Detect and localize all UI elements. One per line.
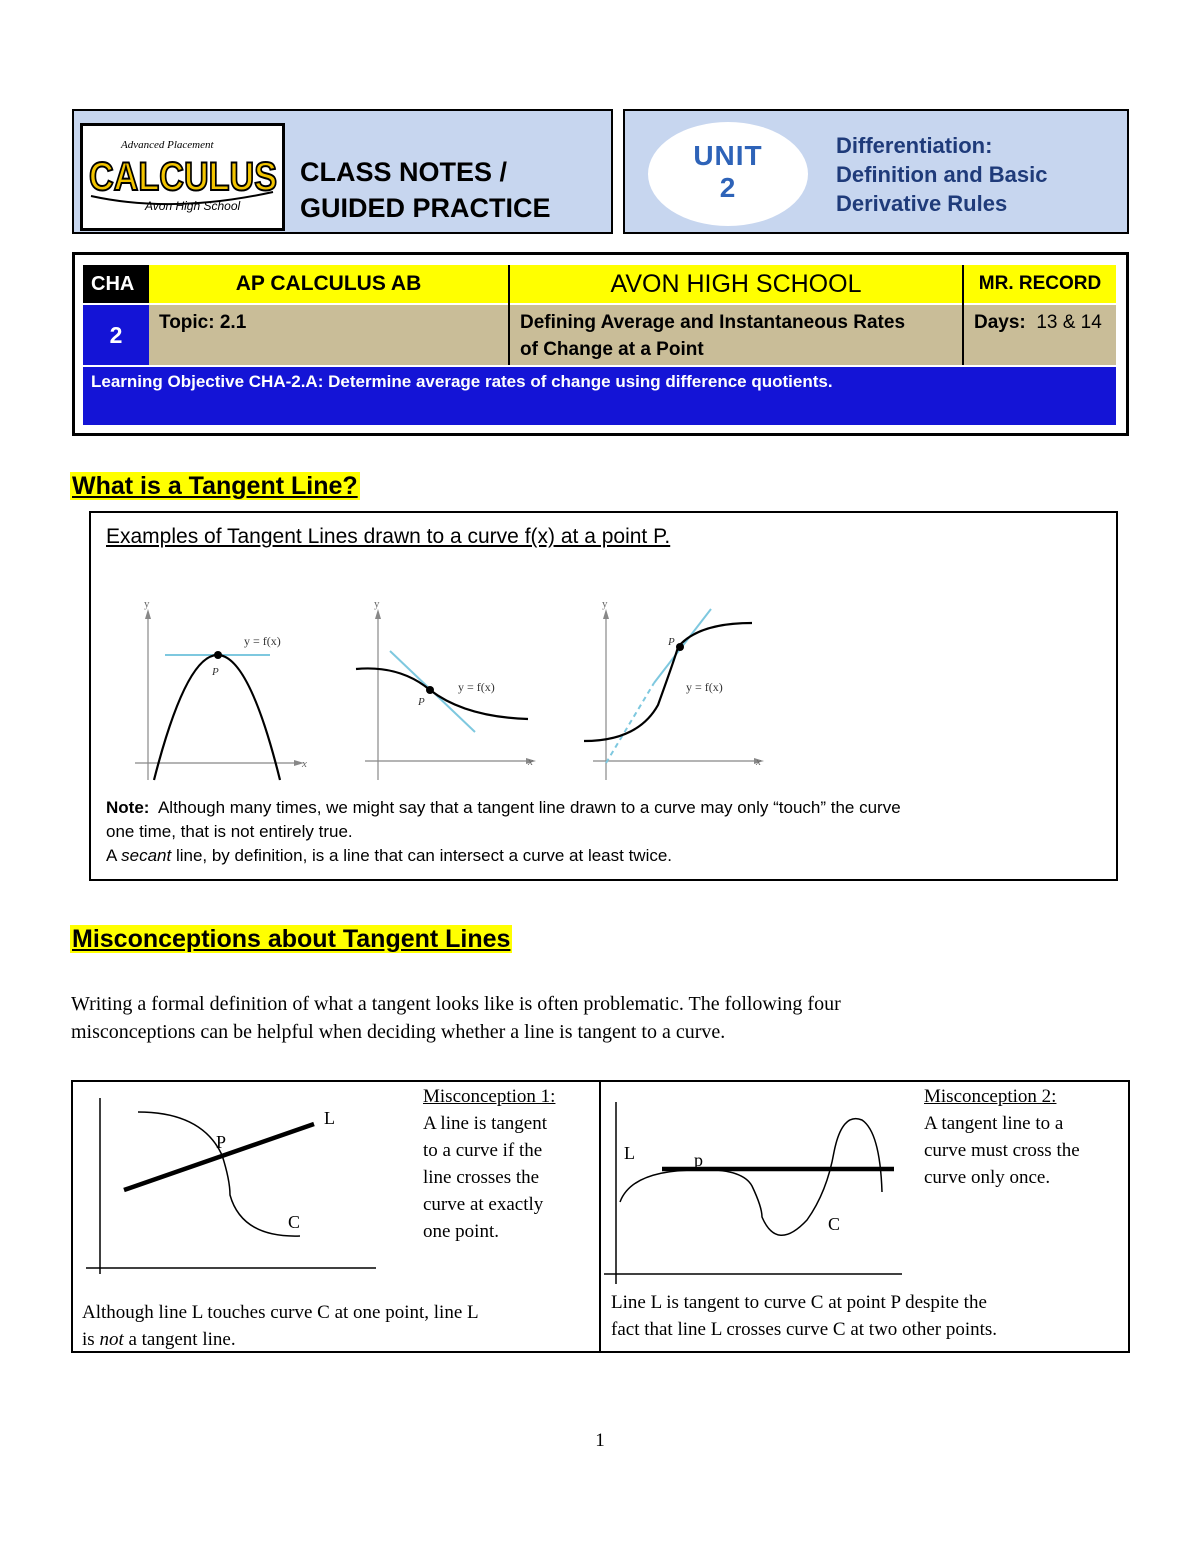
cha-number: 2 xyxy=(83,305,149,365)
curve-c xyxy=(138,1112,300,1236)
note-line2: one time, that is not entirely true. xyxy=(106,822,353,841)
label-l: L xyxy=(624,1143,635,1163)
tangent-graph-2 xyxy=(350,595,540,785)
intro-line1: Writing a formal definition of what a tangent looks like is often problematic. The following four xyxy=(71,993,841,1015)
school-name-text: AVON HIGH SCHOOL xyxy=(610,270,862,298)
misconceptions-divider xyxy=(599,1080,601,1353)
tangent-note xyxy=(106,796,1106,868)
course-info-table xyxy=(72,252,1129,436)
curve-c xyxy=(620,1119,882,1236)
section2-heading xyxy=(70,924,512,954)
note-text-1: Although many times, we might say that a tangent line drawn to a curve may only “touch” the curve xyxy=(157,798,901,817)
m1-line-5: one point. xyxy=(423,1221,499,1242)
m2-line-2: curve must cross the xyxy=(924,1140,1080,1161)
m1-line-4: curve at exactly xyxy=(423,1194,544,1215)
cha-label: CHA xyxy=(83,265,149,303)
p-label: P xyxy=(668,636,675,648)
point-p xyxy=(426,686,434,694)
fx-label: y = f(x) xyxy=(458,680,495,694)
section1-heading xyxy=(70,471,360,501)
topic-title xyxy=(510,305,962,365)
days-cell xyxy=(964,305,1116,365)
m1-caption-2-em: not xyxy=(99,1329,124,1350)
class-notes-title xyxy=(300,154,551,226)
x-label: x xyxy=(302,758,307,770)
y-axis-arrow xyxy=(375,609,381,619)
unit-label: UNIT xyxy=(693,140,763,171)
m2-caption-line2: fact that line L crosses curve C at two other points. xyxy=(611,1319,998,1340)
tangent-line-dashed xyxy=(606,683,654,763)
topic-title-line1: Defining Average and Instantaneous Rates xyxy=(520,312,906,333)
examples-title: Examples of Tangent Lines drawn to a curve f(x) at a point P. xyxy=(106,525,671,548)
p-label: P xyxy=(212,666,219,678)
note-line1 xyxy=(106,796,1106,820)
y-label: y xyxy=(602,598,608,610)
p-label: P xyxy=(418,696,425,708)
unit-number: 2 xyxy=(719,172,737,203)
note-text-3a: A xyxy=(106,846,122,865)
fx-label: y = f(x) xyxy=(686,680,723,694)
x-label: x xyxy=(756,756,761,768)
misconception-1-caption xyxy=(82,1299,592,1353)
table-divider-1 xyxy=(508,265,510,365)
y-label: y xyxy=(144,598,150,610)
class-notes-line1: CLASS NOTES / xyxy=(300,157,508,187)
course-name: AP CALCULUS AB xyxy=(149,265,508,303)
m2-line-1: A tangent line to a xyxy=(924,1113,1064,1134)
topic-title-line2: of Change at a Point xyxy=(520,339,704,360)
misconception-1-graph xyxy=(82,1090,402,1280)
m1-line-3: line crosses the xyxy=(423,1167,540,1188)
note-text-3b: line, by definition, is a line that can intersect a curve at least twice. xyxy=(171,846,673,865)
days-value: 13 & 14 xyxy=(1036,312,1102,333)
logo-small-bottom: Avon High School xyxy=(145,199,241,213)
point-p xyxy=(676,643,684,651)
misconception-2-graph xyxy=(602,1092,912,1292)
unit-title-line1: Differentiation: xyxy=(836,133,993,158)
m2-title: Misconception 2: xyxy=(924,1086,1057,1107)
m1-line-1: A line is tangent xyxy=(423,1113,548,1134)
unit-title xyxy=(836,131,1047,218)
topic-number: Topic: 2.1 xyxy=(149,305,508,365)
unit-badge xyxy=(648,140,808,204)
m2-caption-line1: Line L is tangent to curve C at point P despite the xyxy=(611,1292,987,1313)
section1-heading-text: What is a Tangent Line? xyxy=(72,472,358,500)
curve xyxy=(356,668,528,719)
section2-heading-text: Misconceptions about Tangent Lines xyxy=(72,925,511,953)
tangent-graph-3 xyxy=(578,595,768,785)
misconception-2-text xyxy=(924,1083,1124,1191)
y-label: y xyxy=(374,598,380,610)
note-text-3-em: secant xyxy=(121,846,172,865)
class-notes-line2: GUIDED PRACTICE xyxy=(300,193,551,223)
point-p xyxy=(214,651,222,659)
label-p: p xyxy=(694,1150,703,1170)
label-p: P xyxy=(216,1132,227,1152)
m1-caption-line2 xyxy=(82,1326,592,1353)
misconception-2-caption xyxy=(611,1289,1123,1343)
m2-line-3: curve only once. xyxy=(924,1167,1051,1188)
calculus-logo xyxy=(80,123,285,231)
label-l: L xyxy=(324,1108,335,1128)
days-label: Days: xyxy=(974,312,1026,333)
table-divider-2 xyxy=(962,265,964,365)
y-axis-arrow xyxy=(145,609,151,619)
misconception-1-text xyxy=(423,1083,595,1245)
y-axis-arrow xyxy=(603,609,609,619)
intro-line2: misconceptions can be helpful when deciding whether a line is tangent to a curve. xyxy=(71,1021,726,1043)
tangent-graph-1 xyxy=(130,595,310,785)
page-number: 1 xyxy=(595,1430,605,1451)
label-c: C xyxy=(288,1212,301,1232)
m1-caption-2a: is xyxy=(82,1329,100,1350)
unit-title-line2: Definition and Basic xyxy=(836,162,1048,187)
learning-objective: Learning Objective CHA-2.A: Determine average rates of change using difference quotients. xyxy=(83,367,1116,425)
logo-small-top: Advanced Placement xyxy=(121,139,214,151)
m1-title: Misconception 1: xyxy=(423,1086,556,1107)
m1-line-2: to a curve if the xyxy=(423,1140,543,1161)
note-label: Note: xyxy=(106,798,150,817)
m1-caption-line1: Although line L touches curve C at one point, line L xyxy=(82,1302,479,1323)
label-c: C xyxy=(828,1214,841,1234)
unit-title-line3: Derivative Rules xyxy=(836,191,1008,216)
note-line3 xyxy=(106,844,1106,868)
calculus-logo-graphic xyxy=(83,126,282,228)
school-name xyxy=(510,265,962,303)
misconceptions-intro xyxy=(71,990,1121,1046)
teacher-name: MR. RECORD xyxy=(964,265,1116,303)
x-label: x xyxy=(528,756,533,768)
fx-label: y = f(x) xyxy=(244,634,281,648)
m1-caption-2b: a tangent line. xyxy=(123,1329,236,1350)
logo-main: CALCULUS xyxy=(89,155,277,199)
